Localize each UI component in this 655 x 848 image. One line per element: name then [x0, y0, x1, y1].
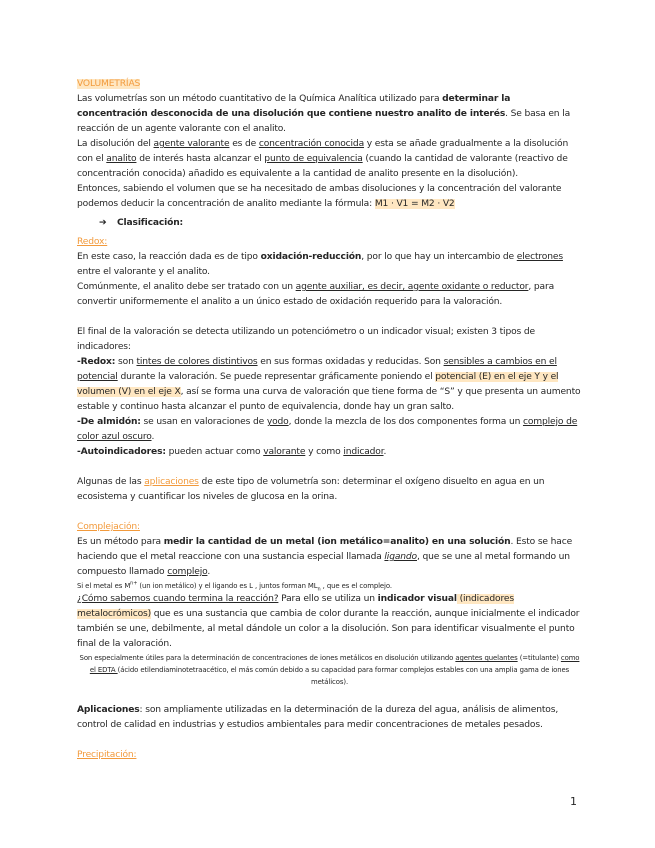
complex-paragraph-2: ¿Cómo sabemos cuando termina la reacción? Para ello se utiliza un indicador visual (indicadores metalocrómicos) que es una sustancia que cambia de color durante la reacción, aunque inicialmente el indicador también se une, debilmente, al metal dándole un color a la disolución. Son para identificar visualmente el punto final de la valoración. [77, 594, 580, 649]
redox-paragraph-2: Comúnmente, el analito debe ser tratado con un agente auxiliar, es decir, agente oxidante o reductor, para convertir uniformemente el analito a un único estado de oxidación requerido para la valoración. [77, 282, 555, 307]
redox-applications: Algunas de las aplicaciones de este tipo de volumetría son: determinar el oxígeno disuelto en agua en un ecosistema y cuantificar los niveles de glucosa en la orina. [77, 477, 545, 502]
page-number: 1 [570, 795, 577, 808]
section-heading-redox: Redox: [77, 237, 108, 247]
indicator-almidon: -De almidón: se usan en valoraciones de yodo, donde la mezcla de los dos componentes forma un complejo de color azul oscuro. [77, 417, 578, 442]
classification-bullet: ➔ Clasificación: [77, 216, 582, 231]
indicators-intro: El final de la valoración se detecta utilizando un potenciómetro o un indicador visual; existen 3 tipos de indicadores: [77, 327, 535, 352]
complex-applications: Aplicaciones: son ampliamente utilizadas en la determinación de la dureza del agua, análisis de alimentos, control de calidad en industrias y estudios ambientales para medir concentraciones de metales pesados. [77, 705, 559, 730]
complex-edta-note: Son especialmente útiles para la determinación de concentraciones de iones metálicos en disolución utilizando agentes quelantes (=titulante) como el EDTA (ácido etilendiaminotetraacético, el más común debido a su capacidad para formar complejos estables con una amplia gama de iones metálicos). [79, 654, 580, 686]
intro-paragraph: Las volumetrías son un método cuantitativo de la Química Analítica utilizado para determinar la concentración desconocida de una disolución que contiene nuestro analito de interés. Se basa en la reacción de un agente valorante con el analito. [77, 94, 571, 134]
complex-paragraph-1: Es un método para medir la cantidad de un metal (ion metálico=analito) en una solución. Esto se hace haciendo que el metal reaccione con una sustancia especial llamada ligando, que se une al metal formando un compuesto llamado complejo. [77, 537, 573, 577]
document-body [77, 77, 582, 763]
valorante-paragraph: La disolución del agente valorante es de concentración conocida y esta se añade gradualmente a la disolución con el analito de interés hasta alcanzar el punto de equivalencia (cuando la cantidad de valorante (reactivo de concentración conocida) añadido es equivalente a la cantidad de analito presente en la disolución). [77, 139, 569, 179]
complex-formula-note: Si el metal es $M^{n+}$ (un ion metálico) y el ligando es L , juntos forman $ML_n$ , que es el complejo. [77, 580, 392, 593]
formula-paragraph: Entonces, sabiendo el volumen que se ha necesitado de ambas disoluciones y la concentración del valorante podemos deducir la concentración de analito mediante la fórmula: M1 · V1 = M2 · V2 [77, 184, 562, 209]
indicator-redox: -Redox: son tintes de colores distintivos en sus formas oxidadas y reducidas. Son sensibles a cambios en el potencial durante la valoración. Se puede representar gráficamente poniendo el potencial (E) en el eje Y y el volumen (V) en el eje X, así se forma una curva de valoración que tiene forma de “S” y que presenta un aumento estable y continuo hasta alcanzar el punto de equivalencia, donde hay un gran salto. [77, 357, 581, 412]
section-heading-complexation: Complejación: [77, 522, 140, 532]
formula: M1 · V1 = M2 · V2 [374, 199, 455, 209]
arrow-right-icon: ➔ [99, 218, 107, 228]
section-heading-precipitation: Precipitación: [77, 750, 137, 760]
indicator-auto: -Autoindicadores: pueden actuar como valorante y como indicador. [77, 447, 387, 457]
redox-paragraph-1: En este caso, la reacción dada es de tipo oxidación-reducción, por lo que hay un intercambio de electrones entre el valorante y el analito. [77, 252, 563, 277]
page-title: VOLUMETRÍAS [77, 79, 141, 89]
